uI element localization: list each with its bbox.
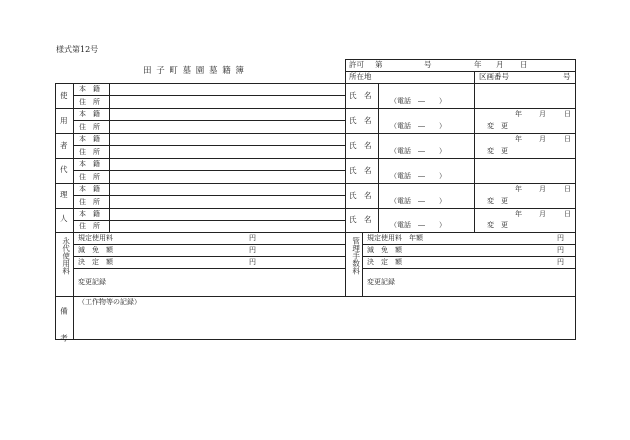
jusho-label: 住 所 [79,98,100,106]
change-day: 日 [564,210,571,218]
change-label: 変 更 [487,197,508,205]
form-number: 様式第12号 [56,45,99,54]
permit-label: 許可 [349,60,364,69]
tel-label: （電話 ― ） [390,147,446,155]
change-month: 月 [539,110,546,118]
honseki-label: 本 籍 [79,185,100,193]
agent-label-3: 人 [60,214,68,223]
change-day: 日 [564,185,571,193]
permit-year: 年 [474,60,482,69]
shimei-label: 氏 名 [349,91,372,100]
honseki-label: 本 籍 [79,210,100,218]
user-label-3: 者 [60,141,68,150]
shimei-label: 氏 名 [349,215,372,224]
perpetual-change-record: 変更記録 [78,278,106,286]
jusho-label: 住 所 [79,222,100,230]
management-kitei-yen: 円 [557,234,564,242]
change-month: 月 [539,210,546,218]
permit-dai: 第 [375,60,383,69]
management-genmen-yen: 円 [557,246,564,254]
tel-label: （電話 ― ） [390,197,446,205]
honseki-label: 本 籍 [79,110,100,118]
shimei-label: 氏 名 [349,141,372,150]
user-label-2: 用 [60,116,68,125]
tel-label: （電話 ― ） [390,221,446,229]
perpetual-kettei-yen: 円 [249,258,256,266]
change-month: 月 [539,135,546,143]
remarks-note: （工作物等の記録） [78,298,141,306]
change-day: 日 [564,135,571,143]
change-year: 年 [515,135,522,143]
jusho-label: 住 所 [79,173,100,181]
change-year: 年 [515,110,522,118]
change-label: 変 更 [487,221,508,229]
change-day: 日 [564,110,571,118]
remarks-label: 備 考 [59,307,69,348]
agent-label-1: 代 [60,165,68,174]
jusho-label: 住 所 [79,123,100,131]
management-kitei-label: 規定使用料 年額 [367,234,423,242]
perpetual-fee-label: 永代使用料 [61,237,71,275]
user-label-1: 使 [60,91,68,100]
honseki-label: 本 籍 [79,160,100,168]
perpetual-genmen-label: 減 免 額 [78,246,113,254]
management-change-record: 変更記録 [367,278,395,286]
perpetual-kettei-label: 決 定 額 [78,258,113,266]
shimei-label: 氏 名 [349,116,372,125]
perpetual-kitei-label: 規定使用料 [78,234,113,242]
honseki-label: 本 籍 [79,135,100,143]
block-number-label: 区画番号 [479,72,509,81]
perpetual-genmen-yen: 円 [249,246,256,254]
location-label: 所在地 [349,72,372,81]
agent-label-2: 理 [60,190,68,199]
management-fee-label: 管理手数料 [351,237,361,275]
management-kettei-label: 決 定 額 [367,258,402,266]
permit-go: 号 [424,60,432,69]
block-number-go: 号 [563,72,571,81]
permit-day: 日 [520,60,528,69]
page-title: 田 子 町 墓 園 墓 籍 簿 [143,66,245,76]
tel-label: （電話 ― ） [390,122,446,130]
change-label: 変 更 [487,147,508,155]
permit-month: 月 [496,60,504,69]
management-genmen-label: 減 免 額 [367,246,402,254]
shimei-label: 氏 名 [349,166,372,175]
change-month: 月 [539,185,546,193]
change-label: 変 更 [487,122,508,130]
tel-label: （電話 ― ） [390,172,446,180]
honseki-label: 本 籍 [79,85,100,93]
tel-label: （電話 ― ） [390,97,446,105]
perpetual-kitei-yen: 円 [249,234,256,242]
management-kettei-yen: 円 [557,258,564,266]
change-year: 年 [515,185,522,193]
change-year: 年 [515,210,522,218]
jusho-label: 住 所 [79,198,100,206]
jusho-label: 住 所 [79,148,100,156]
shimei-label: 氏 名 [349,191,372,200]
